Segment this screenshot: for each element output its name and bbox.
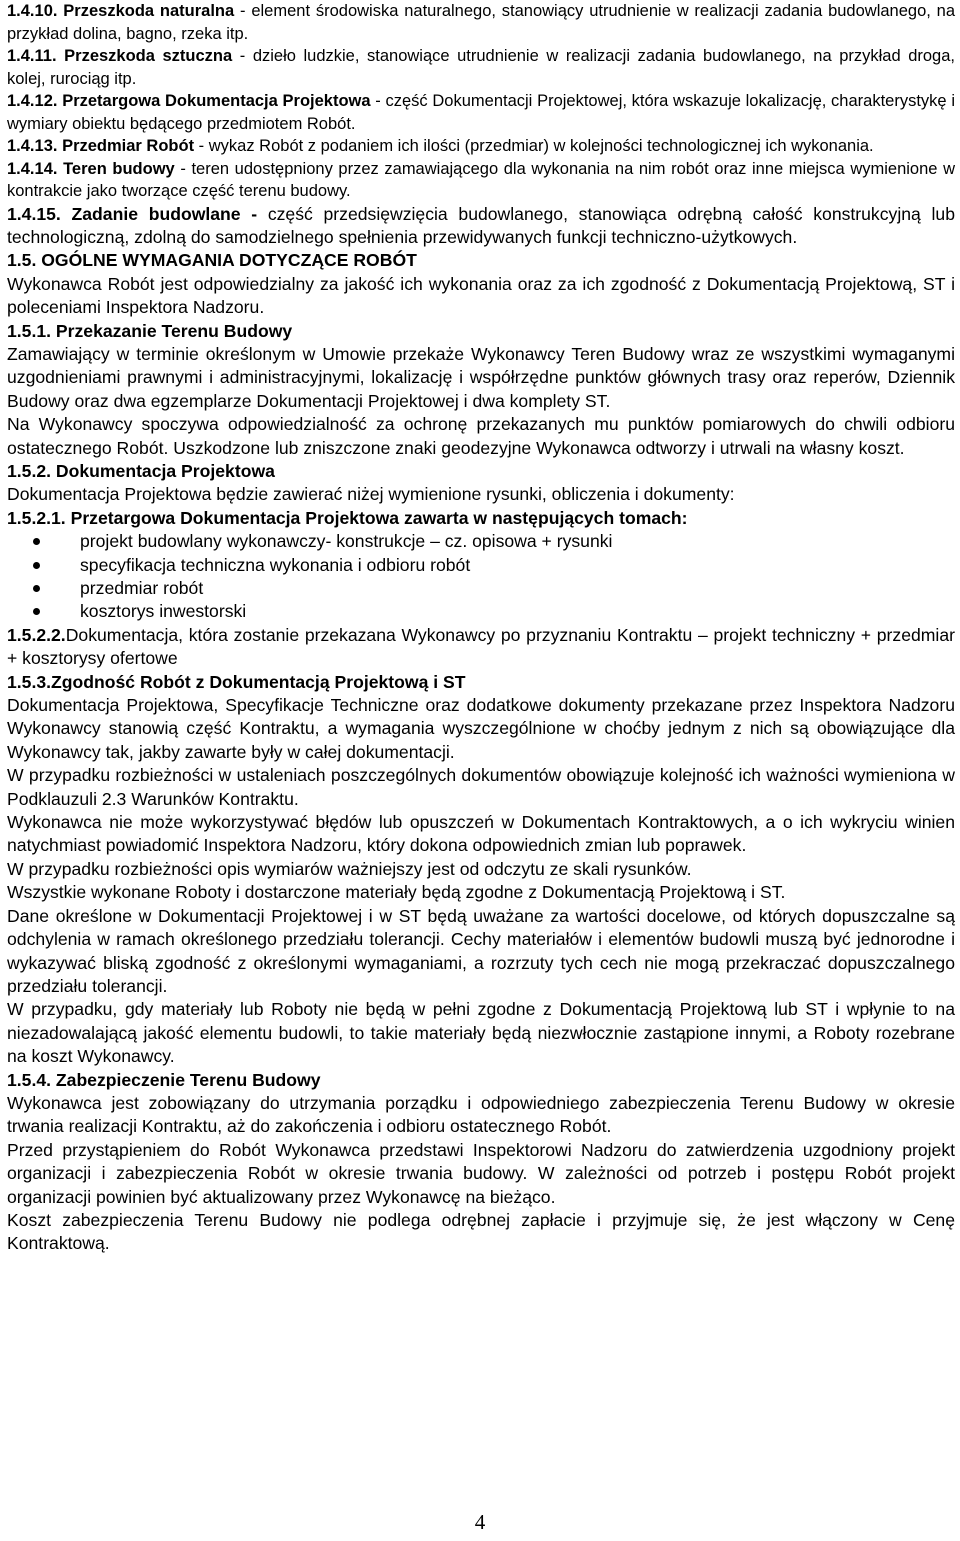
definition-text: - część Dokumentacji Projektowej, która wskazuje lokalizację, charakterystykę i wymiary obiektu będącego przedmiotem Robót.: [7, 92, 955, 133]
section-paragraph: W przypadku rozbieżności w ustaleniach poszczególnych dokumentów obowiązuje kolejność ich ważności wymieniona w Podklauzuli 2.3 Warunków Kontraktu.: [7, 765, 955, 809]
definition-1-4-11: [7, 45, 955, 90]
section-paragraph: W przypadku rozbieżności opis wymiarów ważniejszy jest od odczytu ze skali rysunków.: [7, 858, 692, 879]
definition-number: 1.4.13.: [7, 137, 58, 155]
definition-number: 1.4.14.: [7, 159, 58, 178]
volume-list: [7, 530, 955, 624]
definition-text: - element środowiska naturalnego, stanowiący utrudnienie w realizacji zadania budowlanego, na przykład dolina, bagno, rzeka itp.: [7, 2, 956, 43]
definition-number: 1.4.12.: [7, 92, 58, 110]
definition-1-4-13: [7, 135, 955, 158]
definition-text: - dzieło ludzkie, stanowiące utrudnienie w realizacji zadania budowlanego, na przykład droga, kolej, rurociąg itp.: [7, 47, 955, 88]
section-paragraph: W przypadku, gdy materiały lub Roboty nie będą w pełni zgodne z Dokumentacją Projektową lub ST i wpłynie to na niezadowalającą jakość elementu budowli, to takie materiały będą niezwłocznie zastąpione innymi, a Roboty rozebrane na koszt Wykonawcy.: [7, 999, 955, 1067]
definition-term: Zadanie budowlane -: [71, 203, 258, 224]
section-paragraph: Wykonawca jest zobowiązany do utrzymania porządku i odpowiedniego zabezpieczenia Terenu Budowy w okresie trwania realizacji Kontraktu, aż do zakończenia i odbioru ostatecznego Robót.: [7, 1092, 955, 1137]
definition-term: Przeszkoda naturalna: [63, 2, 235, 20]
page-number: 4: [474, 1510, 486, 1534]
definition-number: 1.4.11.: [7, 47, 57, 65]
definition-text: część przedsięwzięcia budowlanego, stanowiąca odrębną całość konstrukcyjną lub technologiczną, zdolną do samodzielnego spełnienia przewidywanych funkcji techniczno-użytkowych.: [7, 203, 955, 247]
definition-1-4-12: [7, 90, 955, 135]
section-text: Dokumentacja, która zostanie przekazana Wykonawcy po przyznaniu Kontraktu – projekt techniczny + przedmiar + kosztorysy ofertowe: [7, 624, 955, 669]
section-paragraph: Wykonawca Robót jest odpowiedzialny za jakość ich wykonania oraz za ich zgodność z Dokumentacją Projektową, ST i poleceniami Inspektora Nadzoru.: [7, 273, 955, 318]
section-heading-1-5-2: 1.5.2. Dokumentacja Projektowa: [7, 460, 275, 481]
definition-term: Przetargowa Dokumentacja Projektowa: [62, 92, 371, 110]
definition-number: 1.4.10.: [7, 2, 58, 20]
section-paragraph: Dane określone w Dokumentacji Projektowej i w ST będą uważane za wartości docelowe, od których dopuszczalne są odchylenia w ramach określonego przedziału tolerancji. Cechy materiałów i elementów budowli muszą być jednorodne i wykazywać bliską zgodność z określonymi wymaganiami, a rozrzuty tych cech nie mogą przekraczać dopuszczalnego przedziału tolerancji.: [7, 905, 955, 996]
list-item: specyfikacja techniczna wykonania i odbioru robót: [7, 554, 955, 577]
section-paragraph: Zamawiający w terminie określonym w Umowie przekaże Wykonawcy Teren Budowy wraz ze wszystkimi wymaganymi uzgodnieniami prawnymi i administracyjnymi, lokalizację i współrzędne punktów głównych trasy oraz reperów, Dziennik Budowy oraz dwa egzemplarze Dokumentacji Projektowej i dwa komplety ST.: [7, 343, 955, 411]
section-heading-1-5: 1.5. OGÓLNE WYMAGANIA DOTYCZĄCE ROBÓT: [7, 250, 417, 271]
section-paragraph: Przed przystąpieniem do Robót Wykonawca przedstawi Inspektorowi Nadzoru do zatwierdzenia uzgodniony projekt organizacji i zabezpieczenia Robót w okresie trwania budowy. W zależności od potrzeb i postępu Robót projekt organizacji powinien być aktualizowany przez Wykonawcę na bieżąco.: [7, 1139, 955, 1207]
section-1-5-2-2: [7, 624, 955, 671]
definition-term: Przedmiar Robót: [62, 137, 195, 155]
list-item: przedmiar robót: [7, 577, 955, 600]
definition-number: 1.4.15.: [7, 203, 61, 224]
section-paragraph: Wszystkie wykonane Roboty i dostarczone materiały będą zgodne z Dokumentacją Projektową i ST.: [7, 882, 786, 903]
definition-1-4-15: [7, 203, 955, 250]
section-paragraph: Wykonawca nie może wykorzystywać błędów lub opuszczeń w Dokumentach Kontraktowych, a o ich wykryciu winien natychmiast powiadomić Inspektora Nadzoru, który dokona odpowiednich zmian lub poprawek.: [7, 812, 955, 856]
section-heading-1-5-3: 1.5.3.Zgodność Robót z Dokumentacją Projektową i ST: [7, 671, 466, 692]
list-item: projekt budowlany wykonawczy- konstrukcje – cz. opisowa + rysunki: [7, 530, 955, 553]
section-paragraph: Na Wykonawcy spoczywa odpowiedzialność za ochronę przekazanych mu punktów pomiarowych do chwili odbioru ostatecznego Robót. Uszkodzone lub zniszczone znaki geodezyjne Wykonawca odtworzy i utrwali na własny koszt.: [7, 414, 955, 458]
definition-text: - wykaz Robót z podaniem ich ilości (przedmiar) w kolejności technologicznej ich wykonania.: [194, 137, 874, 155]
definition-1-4-10: [7, 0, 955, 45]
section-heading-1-5-1: 1.5.1. Przekazanie Terenu Budowy: [7, 320, 293, 341]
section-heading-1-5-2-1: 1.5.2.1. Przetargowa Dokumentacja Projektowa zawarta w następujących tomach:: [7, 507, 688, 528]
section-paragraph: Dokumentacja Projektowa, Specyfikacje Techniczne oraz dodatkowe dokumenty przekazane przez Inspektora Nadzoru Wykonawcy stanowią część Kontraktu, a wymagania wyszczególnione w choćby jednym z nich są obowiązujące dla Wykonawcy tak, jakby zawarte były w całej dokumentacji.: [7, 695, 955, 762]
section-paragraph: Koszt zabezpieczenia Terenu Budowy nie podlega odrębnej zapłacie i przyjmuje się, że jest włączony w Cenę Kontraktową.: [7, 1209, 955, 1254]
definition-1-4-14: [7, 158, 955, 203]
section-number: 1.5.2.2.: [7, 624, 66, 645]
section-paragraph: Dokumentacja Projektowa będzie zawierać niżej wymienione rysunki, obliczenia i dokumenty:: [7, 484, 735, 505]
definition-term: Teren budowy: [63, 159, 175, 178]
definition-text: - teren udostępniony przez zamawiającego dla wykonania na nim robót oraz inne miejsca wymienione w kontrakcie jako tworzące część terenu budowy.: [7, 159, 955, 200]
definition-term: Przeszkoda sztuczna: [64, 47, 233, 65]
section-heading-1-5-4: 1.5.4. Zabezpieczenie Terenu Budowy: [7, 1069, 321, 1090]
document-page: [7, 0, 955, 1256]
list-item: kosztorys inwestorski: [7, 600, 955, 623]
